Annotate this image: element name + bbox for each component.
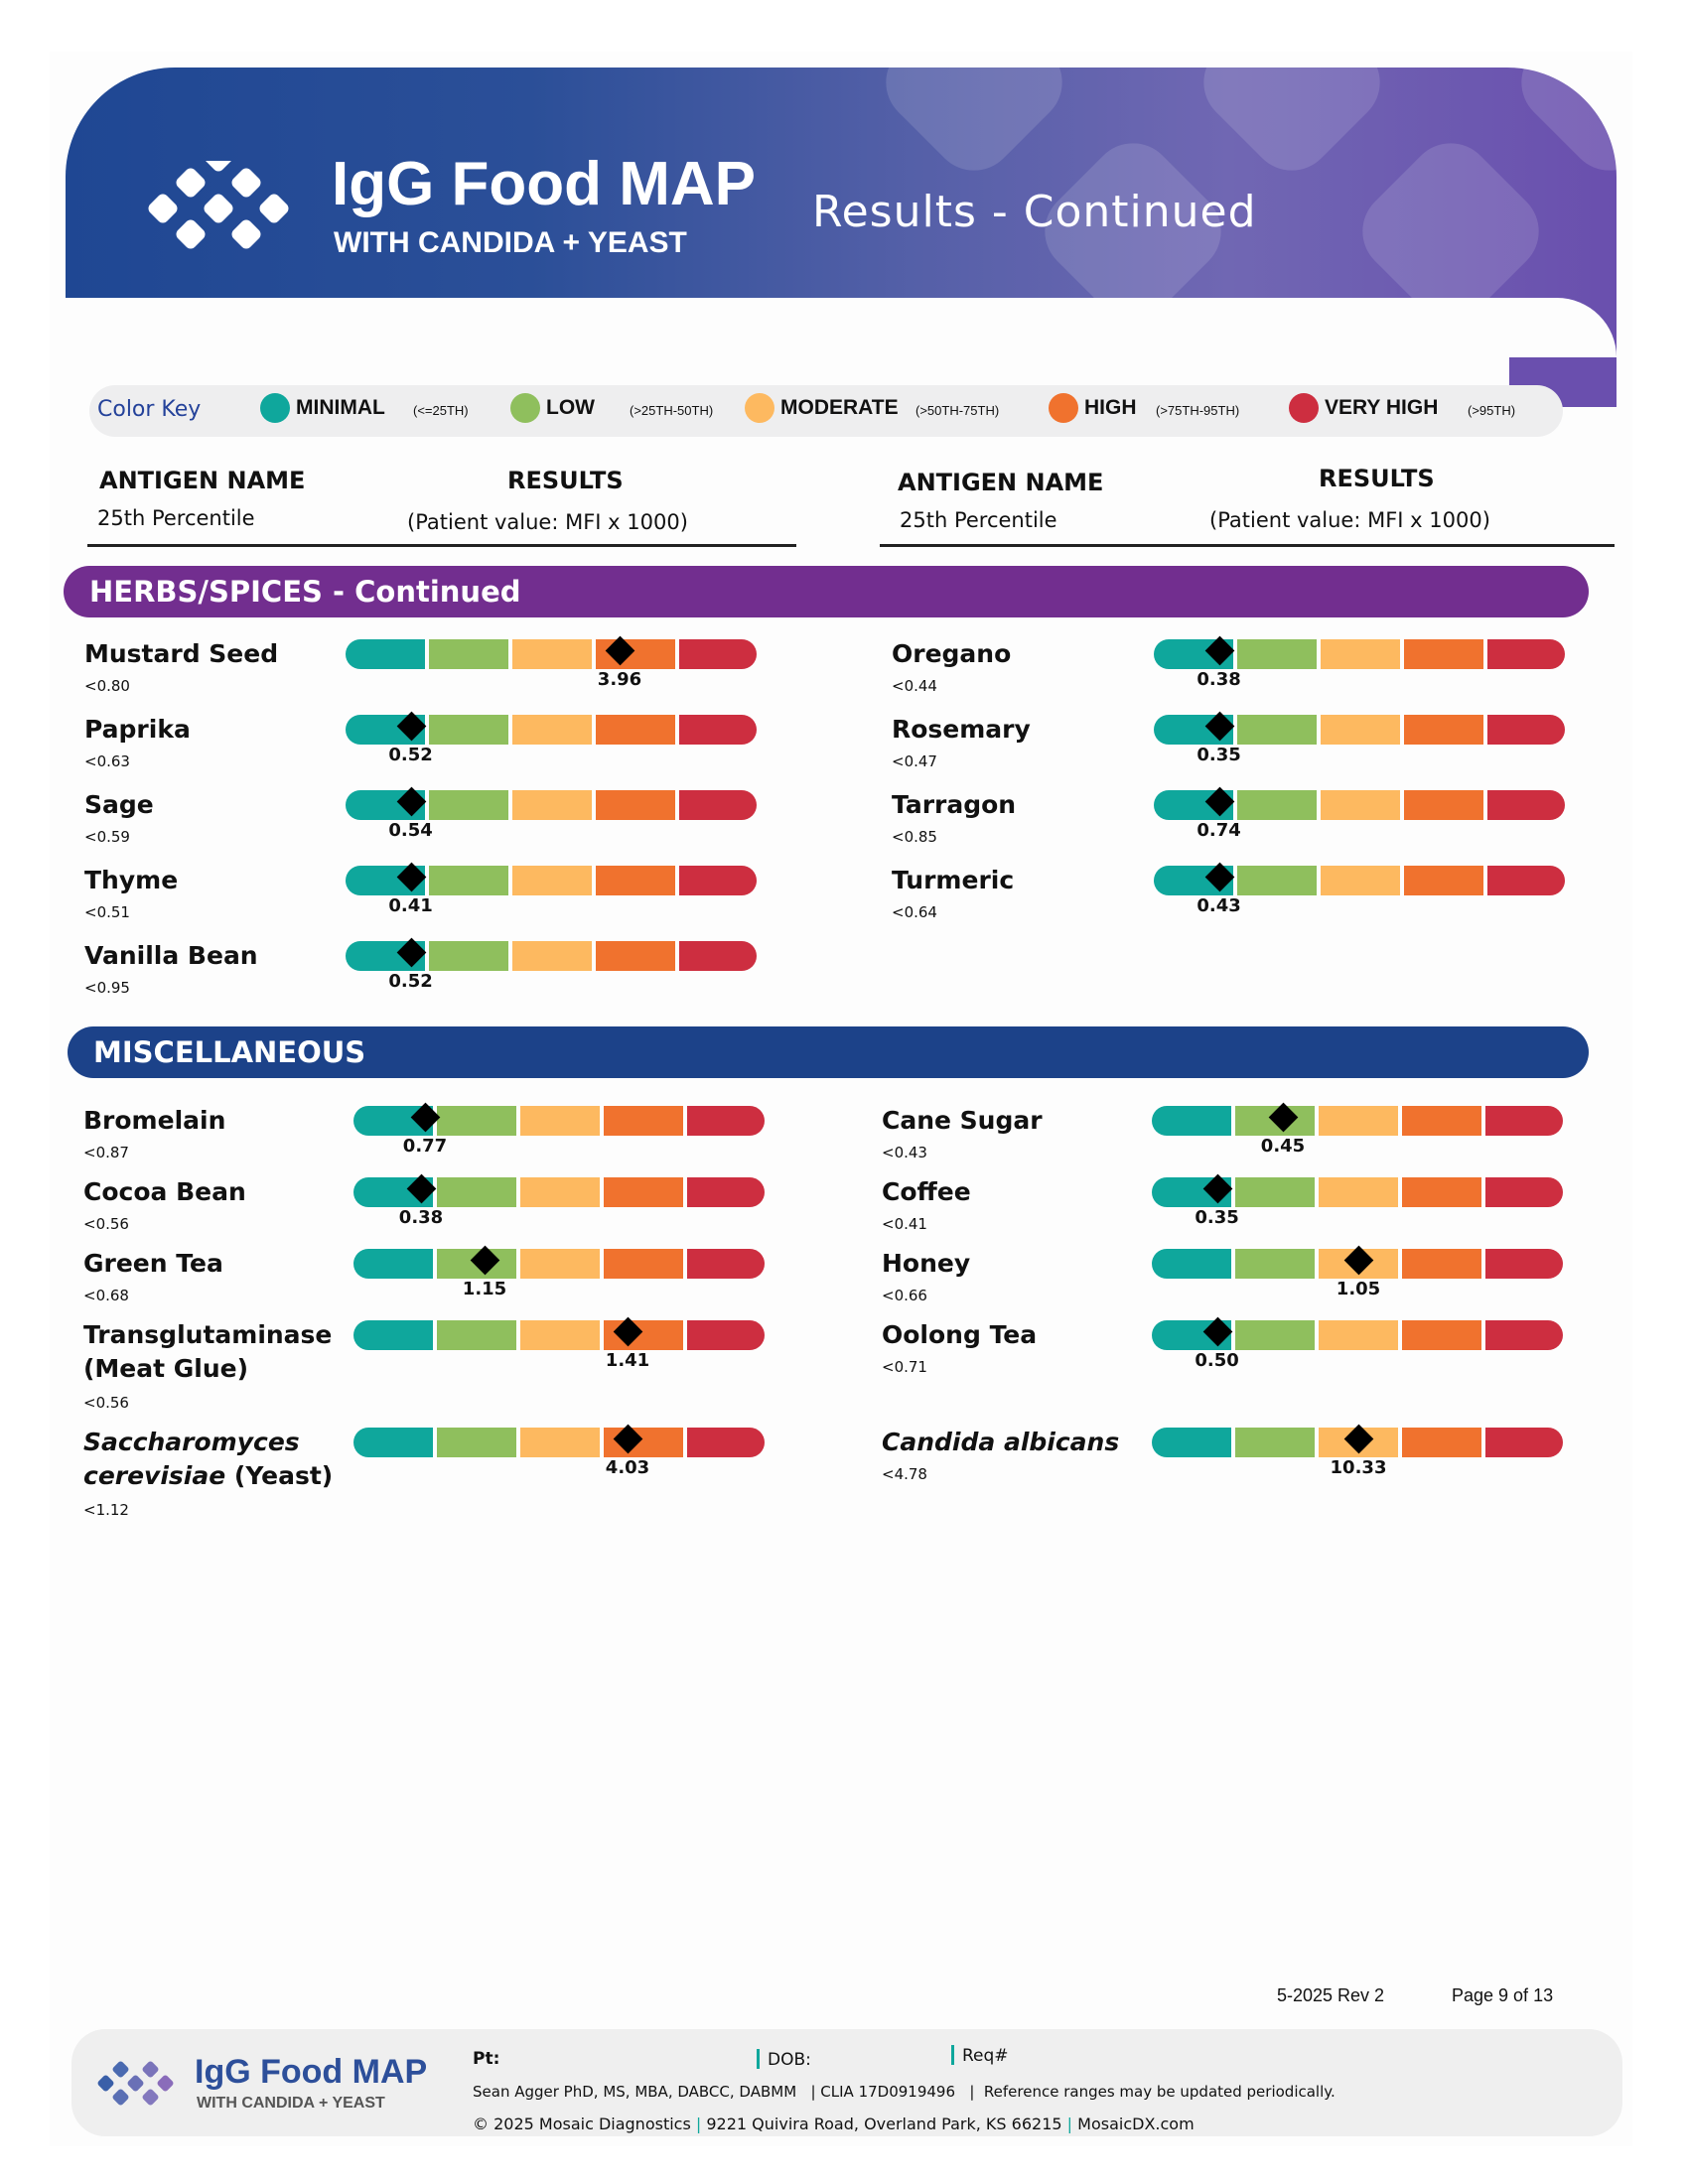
result-value: 0.38 <box>398 1207 444 1228</box>
dob-field <box>757 2049 811 2070</box>
result-meter <box>1152 1428 1563 1478</box>
moderate-segment <box>1319 1177 1398 1207</box>
result-meter <box>346 866 757 916</box>
antigen-name: Rosemary <box>892 715 1031 744</box>
high-segment <box>596 941 675 971</box>
result-meter <box>346 715 757 765</box>
result-value: 0.52 <box>388 745 433 765</box>
high-segment <box>1404 715 1483 745</box>
high-segment <box>1402 1320 1481 1350</box>
high-segment <box>1404 866 1483 895</box>
result-meter <box>1152 1249 1563 1299</box>
high-segment <box>1402 1249 1481 1279</box>
separator: | <box>695 2115 702 2133</box>
very-high-segment <box>1487 639 1565 669</box>
result-value: 0.38 <box>1196 669 1241 690</box>
dob-label: DOB: <box>768 2050 811 2070</box>
header-curve <box>66 298 1617 357</box>
result-value: 0.35 <box>1196 745 1241 765</box>
antigen-percentile: <0.95 <box>84 979 130 997</box>
result-meter <box>346 790 757 841</box>
minimal-segment <box>1152 1106 1231 1136</box>
result-value: 0.43 <box>1196 895 1241 916</box>
minimal-segment <box>353 1428 433 1457</box>
color-key-high <box>1049 393 1137 423</box>
percentile-header: 25th Percentile <box>97 506 255 530</box>
results-unit: (Patient value: MFI x 1000) <box>407 510 688 534</box>
very-high-segment <box>687 1177 765 1207</box>
req-field <box>951 2045 1009 2066</box>
low-segment <box>1237 715 1317 745</box>
high-segment <box>596 715 675 745</box>
antigen-name: Coffee <box>882 1177 971 1206</box>
antigen-percentile: <0.59 <box>84 828 130 846</box>
result-meter <box>353 1249 765 1299</box>
antigen-name: Turmeric <box>892 866 1015 894</box>
very-high-segment <box>1485 1320 1563 1350</box>
antigen-name-italic: Saccharomyces <box>83 1428 300 1456</box>
results-header: RESULTS <box>1319 465 1435 492</box>
low-segment <box>1235 1249 1315 1279</box>
moderate-segment <box>512 715 592 745</box>
result-meter <box>1152 1177 1563 1228</box>
antigen-name-line2 <box>83 1459 333 1493</box>
clia-number: CLIA 17D0919496 <box>820 2083 956 2101</box>
antigen-percentile: <0.85 <box>892 828 937 846</box>
antigen-percentile: <0.51 <box>84 903 130 921</box>
result-value: 0.54 <box>388 820 433 841</box>
antigen-name-italic: cerevisiae <box>83 1461 226 1490</box>
high-segment <box>604 1106 683 1136</box>
color-key-range: (>25TH-50TH) <box>630 403 714 418</box>
antigen-percentile: <0.63 <box>84 752 130 770</box>
moderate-segment <box>1321 639 1400 669</box>
result-value: 0.77 <box>402 1136 448 1157</box>
revision-label: 5-2025 Rev 2 <box>1277 1985 1385 2005</box>
result-meter <box>1154 639 1565 690</box>
antigen-percentile: <0.68 <box>83 1287 129 1304</box>
low-segment <box>1237 866 1317 895</box>
page-background <box>50 52 1632 2146</box>
antigen-name-suffix: (Yeast) <box>225 1461 334 1490</box>
antigen-name: Honey <box>882 1249 971 1278</box>
color-key-name: HIGH <box>1084 396 1137 419</box>
result-value: 10.33 <box>1330 1457 1387 1478</box>
antigen-percentile: <0.80 <box>84 677 130 695</box>
moderate-segment <box>512 790 592 820</box>
section-herbs-title: HERBS/SPICES - Continued <box>64 566 1589 617</box>
color-key-name: VERY HIGH <box>1325 396 1439 419</box>
color-key-name: MODERATE <box>780 396 899 419</box>
color-key-minimal <box>260 393 385 423</box>
very-high-segment <box>679 639 757 669</box>
footer-credentials: Sean Agger PhD, MS, MBA, DABCC, DABMM | CLIA 17D0919496 | Reference ranges may be updated periodically. <box>473 2083 1336 2101</box>
very-high-segment <box>1485 1249 1563 1279</box>
color-key-moderate <box>745 393 899 423</box>
moderate-segment <box>512 866 592 895</box>
antigen-name-line2: (Meat Glue) <box>83 1354 249 1383</box>
antigen-percentile: <0.64 <box>892 903 937 921</box>
low-segment <box>429 715 508 745</box>
footer-logo-mark-icon <box>97 2057 183 2113</box>
address: 9221 Quivira Road, Overland Park, KS 66215 <box>706 2115 1062 2133</box>
minimal-dot-icon <box>260 393 290 423</box>
antigen-name: Sage <box>84 790 154 819</box>
header-rule <box>87 544 796 547</box>
antigen-name: Bromelain <box>83 1106 226 1135</box>
very-high-segment <box>679 941 757 971</box>
result-value: 0.45 <box>1260 1136 1306 1157</box>
very-high-segment <box>1487 715 1565 745</box>
very-high-segment <box>1487 790 1565 820</box>
footer-logo-title: IgG Food MAP <box>195 2053 428 2091</box>
high-segment <box>596 866 675 895</box>
very-high-dot-icon <box>1289 393 1319 423</box>
antigen-name: Cane Sugar <box>882 1106 1043 1135</box>
very-high-segment <box>687 1320 765 1350</box>
antigen-percentile: <0.44 <box>892 677 937 695</box>
high-segment <box>604 1428 683 1457</box>
logo-title: IgG Food MAP <box>332 150 757 218</box>
percentile-header: 25th Percentile <box>900 508 1057 532</box>
result-value: 0.35 <box>1195 1207 1239 1228</box>
website-link[interactable]: MosaicDX.com <box>1077 2115 1195 2133</box>
separator <box>951 2045 954 2065</box>
low-segment <box>1237 639 1317 669</box>
low-segment <box>437 1177 516 1207</box>
result-value: 1.41 <box>605 1350 650 1371</box>
high-dot-icon <box>1049 393 1078 423</box>
high-segment <box>604 1320 683 1350</box>
very-high-segment <box>679 866 757 895</box>
very-high-segment <box>1485 1428 1563 1457</box>
section-misc-title: MISCELLANEOUS <box>68 1026 1589 1078</box>
very-high-segment <box>687 1249 765 1279</box>
very-high-segment <box>687 1428 765 1457</box>
result-meter <box>1154 715 1565 765</box>
result-value: 0.41 <box>388 895 433 916</box>
moderate-segment <box>520 1106 600 1136</box>
moderate-segment <box>520 1249 600 1279</box>
req-label: Req# <box>962 2046 1009 2066</box>
antigen-name-header: ANTIGEN NAME <box>898 469 1104 496</box>
antigen-name: Thyme <box>84 866 179 894</box>
result-meter <box>353 1106 765 1157</box>
header-tile <box>1187 68 1397 188</box>
low-segment <box>429 941 508 971</box>
very-high-segment <box>679 790 757 820</box>
color-key-very-high <box>1289 393 1438 423</box>
antigen-percentile: <0.47 <box>892 752 937 770</box>
result-meter <box>1152 1106 1563 1157</box>
antigen-name-header: ANTIGEN NAME <box>99 467 306 494</box>
reference-note: Reference ranges may be updated periodically. <box>983 2083 1336 2101</box>
low-segment <box>1235 1320 1315 1350</box>
antigen-name: Green Tea <box>83 1249 223 1278</box>
results-header: RESULTS <box>507 467 624 494</box>
result-meter <box>353 1428 765 1478</box>
header-tile <box>869 68 1079 188</box>
moderate-segment <box>520 1177 600 1207</box>
low-dot-icon <box>510 393 540 423</box>
logo-mark-icon <box>145 161 314 260</box>
antigen-percentile: <0.43 <box>882 1144 927 1161</box>
very-high-segment <box>1487 866 1565 895</box>
minimal-segment <box>353 1249 433 1279</box>
separator <box>757 2049 760 2069</box>
color-key <box>89 385 1563 437</box>
minimal-segment <box>1152 1428 1231 1457</box>
color-key-name: MINIMAL <box>296 396 385 419</box>
color-key-range: (<=25TH) <box>413 403 469 418</box>
result-meter <box>353 1320 765 1371</box>
high-segment <box>1404 639 1483 669</box>
patient-label: Pt: <box>473 2049 500 2069</box>
very-high-segment <box>687 1106 765 1136</box>
high-segment <box>1402 1177 1481 1207</box>
color-key-range: (>50TH-75TH) <box>915 403 1000 418</box>
antigen-name: Oolong Tea <box>882 1320 1038 1349</box>
antigen-name-italic: Candida albicans <box>882 1428 1120 1456</box>
color-key-low <box>510 393 595 423</box>
low-segment <box>429 790 508 820</box>
high-segment <box>596 639 675 669</box>
low-segment <box>437 1106 516 1136</box>
footer-contact <box>473 2115 1195 2133</box>
antigen-percentile: <0.56 <box>83 1215 129 1233</box>
color-key-label: Color Key <box>97 397 202 422</box>
moderate-segment <box>1321 715 1400 745</box>
result-value: 0.52 <box>388 971 433 992</box>
page-title: Results - Continued <box>812 187 1257 237</box>
result-value: 1.15 <box>462 1279 507 1299</box>
result-meter <box>346 639 757 690</box>
low-segment <box>1235 1177 1315 1207</box>
footer <box>71 2029 1622 2136</box>
header-tile <box>1504 68 1617 188</box>
results-unit: (Patient value: MFI x 1000) <box>1209 508 1490 532</box>
low-segment <box>1237 790 1317 820</box>
moderate-segment <box>512 941 592 971</box>
very-high-segment <box>1485 1177 1563 1207</box>
antigen-percentile: <0.41 <box>882 1215 927 1233</box>
moderate-segment <box>520 1428 600 1457</box>
antigen-name: Mustard Seed <box>84 639 279 668</box>
antigen-name: Transglutaminase <box>83 1320 333 1349</box>
low-segment <box>429 639 508 669</box>
moderate-dot-icon <box>745 393 774 423</box>
moderate-segment <box>512 639 592 669</box>
high-segment <box>1402 1428 1481 1457</box>
color-key-range: (>75TH-95TH) <box>1156 403 1240 418</box>
header-rule <box>880 544 1615 547</box>
minimal-segment <box>346 639 425 669</box>
moderate-segment <box>520 1320 600 1350</box>
separator: | <box>1066 2115 1073 2133</box>
antigen-percentile: <0.71 <box>882 1358 927 1376</box>
high-segment <box>1404 790 1483 820</box>
minimal-segment <box>353 1320 433 1350</box>
antigen-name: Vanilla Bean <box>84 941 258 970</box>
minimal-segment <box>1152 1249 1231 1279</box>
result-value: 1.05 <box>1336 1279 1381 1299</box>
result-meter <box>1154 866 1565 916</box>
antigen-name: Paprika <box>84 715 191 744</box>
result-meter <box>346 941 757 992</box>
logo-subtitle: WITH CANDIDA + YEAST <box>334 226 687 259</box>
low-segment <box>437 1428 516 1457</box>
color-key-range: (>95TH) <box>1468 403 1516 418</box>
result-meter <box>353 1177 765 1228</box>
page-number: Page 9 of 13 <box>1452 1985 1554 2005</box>
low-segment <box>429 866 508 895</box>
result-value: 0.50 <box>1195 1350 1239 1371</box>
result-meter <box>1152 1320 1563 1371</box>
high-segment <box>1402 1106 1481 1136</box>
antigen-percentile: <4.78 <box>882 1465 927 1483</box>
result-meter <box>1154 790 1565 841</box>
very-high-segment <box>1485 1106 1563 1136</box>
antigen-percentile: <0.56 <box>83 1394 129 1412</box>
low-segment <box>1235 1428 1315 1457</box>
result-value: 4.03 <box>605 1457 650 1478</box>
high-segment <box>596 790 675 820</box>
moderate-segment <box>1319 1320 1398 1350</box>
antigen-percentile: <0.87 <box>83 1144 129 1161</box>
color-key-name: LOW <box>546 396 595 419</box>
moderate-segment <box>1321 866 1400 895</box>
low-segment <box>437 1320 516 1350</box>
antigen-name: Tarragon <box>892 790 1017 819</box>
high-segment <box>604 1249 683 1279</box>
high-segment <box>604 1177 683 1207</box>
very-high-segment <box>679 715 757 745</box>
moderate-segment <box>1319 1106 1398 1136</box>
antigen-name: Oregano <box>892 639 1012 668</box>
result-value: 3.96 <box>597 669 642 690</box>
antigen-name <box>882 1426 1119 1459</box>
result-value: 0.74 <box>1196 820 1241 841</box>
copyright: © 2025 Mosaic Diagnostics <box>473 2115 691 2133</box>
lab-director: Sean Agger PhD, MS, MBA, DABCC, DABMM <box>473 2083 797 2101</box>
moderate-segment <box>1321 790 1400 820</box>
antigen-name: Cocoa Bean <box>83 1177 246 1206</box>
antigen-name <box>83 1426 300 1459</box>
footer-logo-subtitle: WITH CANDIDA + YEAST <box>197 2095 385 2112</box>
antigen-percentile: <1.12 <box>83 1501 129 1519</box>
antigen-percentile: <0.66 <box>882 1287 927 1304</box>
